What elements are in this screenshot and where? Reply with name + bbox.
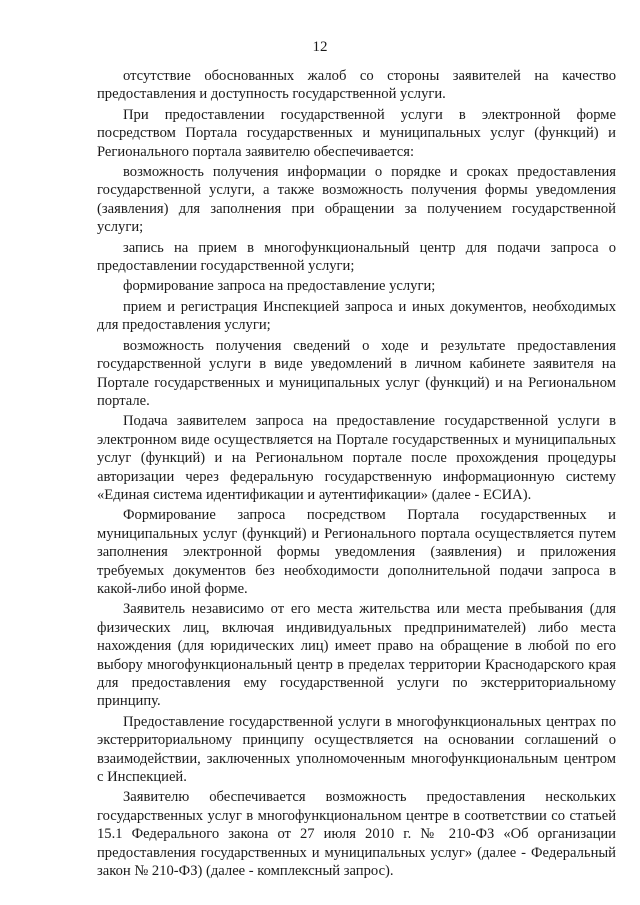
paragraph: Формирование запроса посредством Портала государственных и муниципальных услуг (функций) и Регионального портала осуществляется путем заполнения электронной формы уведомления (заявления) и приложения требуемых документов без необходимости дополнительной подачи запроса в какой-либо иной форме. xyxy=(97,507,616,597)
paragraph: возможность получения сведений о ходе и результате предоставления государственной услуги в виде уведомлений в личном кабинете заявителя на Портале государственных и муниципальных услуг (функций) и на Региональном портале. xyxy=(97,337,616,409)
paragraph: отсутствие обоснованных жалоб со стороны заявителей на качество предоставления и доступность государственной услуги. xyxy=(97,68,616,103)
paragraph: Заявителю обеспечивается возможность предоставления нескольких государственных услуг в многофункциональном центре в соответствии со статьей 15.1 Федерального закона от 27 июля 2010 г. № 210-ФЗ «Об организации предоставления государственных и муниципальных услуг» (далее - Федеральный закон № 210-ФЗ) (далее - комплексный запрос). xyxy=(97,789,616,880)
paragraph: При предоставлении государственной услуги в электронной форме посредством Портала государственных и муниципальных услуг (функций) и Регионального портала заявителю обеспечивается: xyxy=(97,106,616,160)
paragraph: формирование запроса на предоставление услуги; xyxy=(123,278,436,295)
page-number: 12 xyxy=(312,39,328,55)
paragraph: запись на прием в многофункциональный центр для подачи запроса о предоставлении государственной услуги; xyxy=(97,239,616,275)
paragraph: прием и регистрация Инспекцией запроса и иных документов, необходимых для предоставления услуги; xyxy=(97,298,616,334)
paragraph: возможность получения информации о порядке и сроках предоставления государственной услуги, а также возможность получения формы уведомления (заявления) для заполнения при обращении за получением государственной услуги; xyxy=(97,164,616,236)
paragraph: Заявитель независимо от его места жительства или места пребывания (для физических лиц, включая индивидуальных предпринимателей) либо места нахождения (для юридических лиц) имеет право на обращение в любой по его выбору многофункциональный центр в пределах территории Краснодарского края для предоставления ему государственной услуги по экстерриториальному принципу. xyxy=(97,601,616,710)
paragraph: Подача заявителем запроса на предоставление государственной услуги в электронном виде осуществляется на Портале государственных и муниципальных услуг (функций) и на Региональном портале после прохождения процедуры авторизации через федеральную государственную информационную систему «Единая система идентификации и аутентификации» (далее - ЕСИА). xyxy=(97,413,616,503)
paragraph: Предоставление государственной услуги в многофункциональных центрах по экстерриториальному принципу осуществляется на основании соглашений о взаимодействии, заключенных уполномоченным многофункциональным центром с Инспекцией. xyxy=(97,713,616,786)
document-body xyxy=(97,67,616,882)
